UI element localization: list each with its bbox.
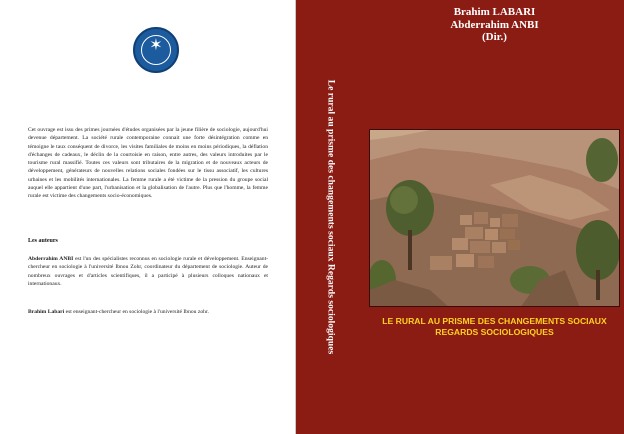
author-name-anbi: Abderrahim ANBI xyxy=(28,256,74,262)
book-spine xyxy=(295,0,365,434)
university-seal-icon xyxy=(133,27,179,73)
front-cover xyxy=(365,0,624,434)
author-bio-labari xyxy=(28,308,268,316)
front-title-line2: REGARDS SOCIOLOGIQUES xyxy=(435,327,554,337)
author-bio-anbi xyxy=(28,255,268,288)
editor-role: (Dir.) xyxy=(482,31,507,43)
front-title xyxy=(365,316,624,338)
editor-labari: Brahim LABARI xyxy=(453,6,536,18)
author-bio-text-labari: est enseignant-chercheur en sociologie à l'université Ibnou zohr. xyxy=(64,309,209,315)
editor-anbi: Abderrahim ANBI xyxy=(450,18,539,31)
spine-title: Le rural au prisme des changements sociaux Regards sociologiques xyxy=(325,79,337,355)
author-bio-text-anbi: est l'un des spécialistes reconnus en sociologie rurale et développement. Enseignant-chercheur en sociologie à l'université Ibnou Zohr, coordinateur du département de sociologie. Auteur de nombreux ouvrages et d'articles scientifiques, il a participé à plusieurs colloques nationaux et internationaux. xyxy=(28,256,268,287)
author-name-labari: Brahim Labari xyxy=(28,309,65,315)
mountain-village-photo xyxy=(369,129,620,307)
back-cover-blurb: Cet ouvrage est issu des primes journées d'études organisées par la jeune filière de sociologie, aujourd'hui devenue département. La société rurale contemporaine connait une forte désintégration comme en témoigne le taux conséquent de divorce, les visites familiales de moins en moins périodiques, la déflation d'échanges de cadeaux, le déclin de la courtoisie en raison, entre autres, des valeurs introduites par le tourisme rural massifié. Toutes ces valeurs sont tributaires de la migration et de nouveaux acteurs de développement, générateurs de nouvelles relations sociales fondées sur le tissu associatif, les cultures urbaines et les mobilités internationales. La femme rurale a été victime de la pression du groupe social auquel elle appartient d'une part, l'urbanisation et la globalisation de l'autre. Plus que l'homme, la femme rurale est victime des changements socio-économiques. xyxy=(28,127,268,199)
authors-heading: Les auteurs xyxy=(28,238,58,244)
editors-block xyxy=(365,6,624,44)
seal-glyph: ✶ xyxy=(149,35,163,54)
front-title-line1: LE RURAL AU PRISME DES CHANGEMENTS SOCIAUX xyxy=(382,316,607,326)
back-cover xyxy=(0,0,295,434)
